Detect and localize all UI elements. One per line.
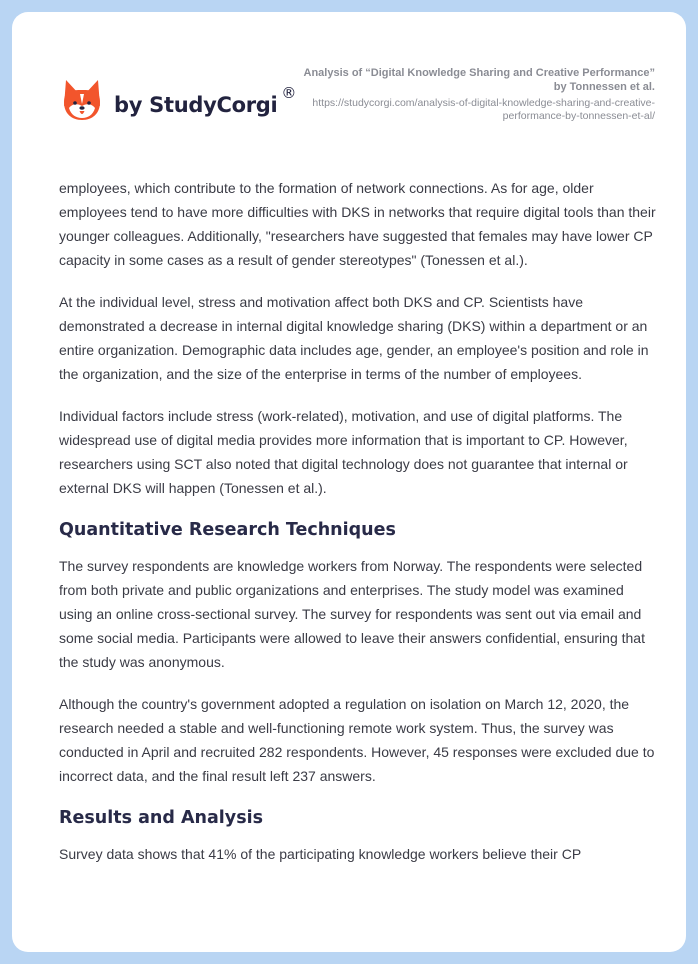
paragraph: employees, which contribute to the formation of network connections. As for age, older employees tend to have more difficulties with DKS in networks that require digital tools than their younger colleagues. Additionally, "researchers have suggested that females may have lower CP capacity in some cases as a result of gender stereotypes" (Tonessen et al.).: [59, 180, 656, 268]
paragraph: At the individual level, stress and motivation affect both DKS and CP. Scientists have demonstrated a decrease in internal digital knowledge sharing (DKS) within a department or an entire organization. Demographic data includes age, gender, an employee's position and role in the organization, and the size of the enterprise in terms of the number of employees.: [59, 294, 649, 382]
logo-text: by StudyCorgi: [114, 93, 278, 117]
section-heading-quantitative: Quantitative Research Techniques: [59, 520, 396, 540]
article-body: [59, 176, 659, 884]
section-heading-results: Results and Analysis: [59, 808, 264, 828]
corgi-icon: [60, 76, 104, 122]
paragraph: Survey data shows that 41% of the participating knowledge workers believe their CP: [59, 846, 582, 862]
registered-mark: ®: [281, 84, 297, 102]
document-title: Analysis of “Digital Knowledge Sharing and Creative Performance” by Tonnessen et al.: [303, 67, 655, 93]
page-header: [12, 12, 686, 162]
page-card: [12, 12, 686, 952]
studycorgi-logo[interactable]: [60, 76, 296, 122]
paragraph: Individual factors include stress (work-related), motivation, and use of digital platforms. The widespread use of digital media provides more information that is important to CP. However, researchers using SCT also noted that digital technology does not guarantee that internal or external DKS will happen (Tonessen et al.).: [59, 408, 628, 496]
document-url[interactable]: https://studycorgi.com/analysis-of-digital-knowledge-sharing-and-creative-performance-by-tonnessen-et-al/: [312, 97, 655, 122]
document-meta: [295, 66, 655, 123]
paragraph: The survey respondents are knowledge workers from Norway. The respondents were selected from both private and public organizations and enterprises. The study model was examined using an online cross-sectional survey. The survey for respondents was sent out via email and some social media. Participants were allowed to leave their answers confidential, ensuring that the study was anonymous.: [59, 558, 645, 670]
paragraph: Although the country's government adopted a regulation on isolation on March 12, 2020, the research needed a stable and well-functioning remote work system. Thus, the survey was conducted in April and recruited 282 respondents. However, 45 responses were excluded due to incorrect data, and the final result left 237 answers.: [59, 696, 655, 784]
